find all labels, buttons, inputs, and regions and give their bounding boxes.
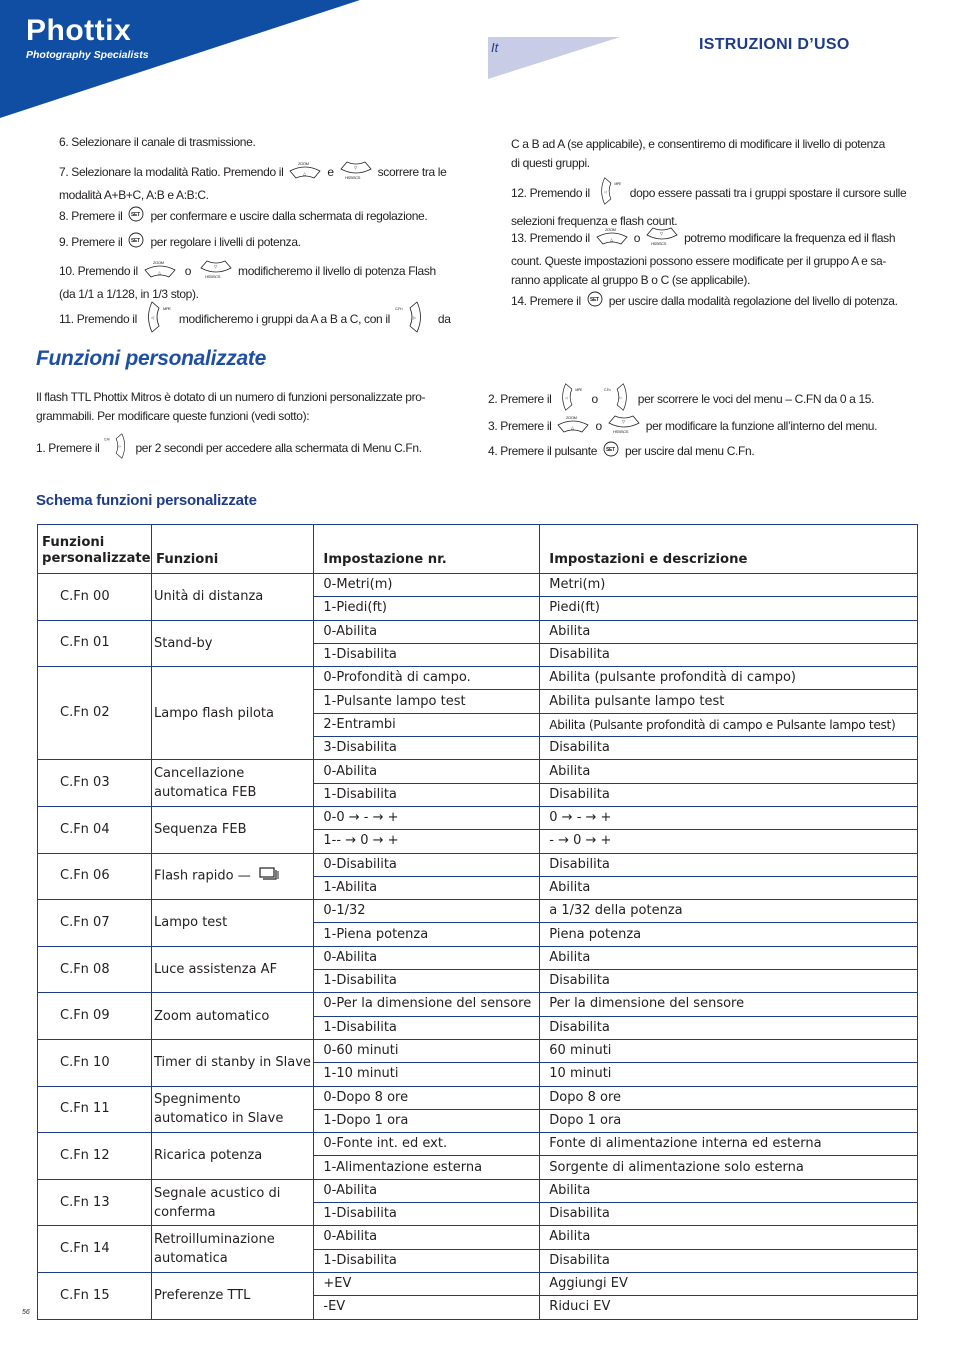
svg-text:ZOOM: ZOOM bbox=[604, 227, 616, 232]
page-number: 56 bbox=[22, 1309, 30, 1316]
setting-description-cell: 10 minuti bbox=[540, 1063, 918, 1086]
setting-description-cell: Per la dimensione del sensore bbox=[540, 993, 918, 1016]
svg-text:▽: ▽ bbox=[621, 419, 625, 424]
cfn-function-name: Retroilluminazione automatica bbox=[153, 1232, 275, 1267]
setting-description-cell: Piena potenza bbox=[540, 923, 918, 946]
cfn-function-name: Sequenza FEB bbox=[153, 822, 247, 838]
setting-description-cell: Riduci EV bbox=[540, 1296, 918, 1319]
svg-text:MPE: MPE bbox=[162, 306, 171, 311]
table-row bbox=[38, 946, 918, 969]
cfn-function-cell bbox=[151, 993, 313, 1040]
setting-number-cell: 0-Metri(m) bbox=[314, 574, 540, 597]
cfn-function-name: Zoom automatico bbox=[153, 1008, 270, 1024]
cfn-code-cell: C.Fn 01 bbox=[38, 620, 152, 667]
table-row bbox=[38, 1039, 918, 1062]
svg-text:SET: SET bbox=[131, 212, 141, 218]
setting-number-cell: 0-Per la dimensione del sensore bbox=[314, 993, 540, 1016]
zoom-button-icon bbox=[595, 227, 629, 251]
custom-step-4-text-b: per uscire dal menu C.Fn. bbox=[625, 444, 755, 459]
cfn-function-cell bbox=[151, 806, 313, 853]
step-7 bbox=[59, 160, 446, 205]
setting-description-cell: Abilita bbox=[540, 1226, 918, 1249]
cfn-code-cell: C.Fn 03 bbox=[38, 760, 152, 807]
cfn-code-cell: C.Fn 02 bbox=[38, 667, 152, 760]
custom-step-2 bbox=[488, 382, 874, 418]
cfn-button-icon bbox=[104, 431, 130, 467]
step-12-text-a: 12. Premendo il bbox=[511, 186, 590, 201]
svg-text:HSS/SCS: HSS/SCS bbox=[651, 241, 667, 246]
setting-number-cell: 1-Piedi(ft) bbox=[314, 597, 540, 620]
step-8 bbox=[59, 206, 427, 228]
svg-text:△: △ bbox=[303, 171, 307, 176]
setting-number-cell: 2-Entrambi bbox=[314, 713, 540, 736]
step-14-text-b: per uscire dalla modalità regolazione del livello di potenza. bbox=[608, 294, 898, 309]
cfn-code-cell: C.Fn 11 bbox=[38, 1086, 152, 1133]
setting-description-cell: Disabilita bbox=[540, 1249, 918, 1272]
table-row bbox=[38, 900, 918, 923]
setting-number-cell: 1-Disabilita bbox=[314, 970, 540, 993]
svg-text:SET: SET bbox=[131, 238, 141, 244]
setting-description-cell: Dopo 8 ore bbox=[540, 1086, 918, 1109]
table-row bbox=[38, 1086, 918, 1109]
col-header-setting-number: Impostazione nr. bbox=[314, 525, 540, 574]
set-button-icon bbox=[127, 206, 145, 228]
step-13-text-a: 13. Premendo il bbox=[511, 231, 590, 246]
step-11 bbox=[59, 300, 451, 340]
setting-number-cell: 1-10 minuti bbox=[314, 1063, 540, 1086]
set-button-icon bbox=[602, 441, 620, 463]
col-header-function: Funzioni bbox=[151, 525, 313, 574]
setting-description-cell: Disabilita bbox=[540, 853, 918, 876]
setting-description-cell: - → 0 → + bbox=[540, 830, 918, 853]
step-7-text-c: scorrere tra le bbox=[377, 165, 447, 180]
setting-description-cell: Dopo 1 ora bbox=[540, 1109, 918, 1132]
svg-text:▷: ▷ bbox=[119, 444, 122, 449]
mpe-button-icon bbox=[142, 300, 174, 340]
setting-number-cell: 1-Pulsante lampo test bbox=[314, 690, 540, 713]
cfn-button-icon bbox=[603, 382, 633, 418]
step-10-text-a: 10. Premendo il bbox=[59, 264, 138, 279]
step-12-text-c: selezioni frequenza e flash count. bbox=[511, 214, 678, 228]
table-body bbox=[38, 574, 918, 1320]
mpe-button-icon bbox=[595, 176, 625, 212]
cfn-function-name: Cancellazione automatica FEB bbox=[153, 766, 257, 801]
language-label: It bbox=[491, 40, 499, 55]
setting-number-cell: 1-Disabilita bbox=[314, 643, 540, 666]
custom-intro-line-2: grammabili. Per modificare queste funzioni (vedi sotto): bbox=[36, 409, 310, 423]
step-9-text-a: 9. Premere il bbox=[59, 235, 123, 250]
setting-number-cell: 1-Disabilita bbox=[314, 1249, 540, 1272]
step-11-text-a: 11. Premendo il bbox=[59, 312, 137, 327]
setting-description-cell: Abilita (pulsante profondità di campo) bbox=[540, 667, 918, 690]
custom-step-4-text-a: 4. Premere il pulsante bbox=[488, 444, 598, 459]
step-8-text-b: per confermare e uscire dalla schermata di regolazione. bbox=[150, 209, 428, 224]
svg-text:MPE: MPE bbox=[614, 181, 621, 186]
table-row bbox=[38, 1272, 918, 1295]
setting-description-cell: Abilita bbox=[540, 876, 918, 899]
cfn-code-cell: C.Fn 10 bbox=[38, 1039, 152, 1086]
cfn-code-cell: C.Fn 14 bbox=[38, 1226, 152, 1273]
step-12 bbox=[511, 176, 906, 231]
cfn-function-name: Luce assistenza AF bbox=[153, 962, 278, 978]
custom-step-2-text-a: 2. Premere il bbox=[488, 392, 552, 407]
cfn-function-cell bbox=[151, 900, 313, 947]
cfn-function-name: Flash rapido — bbox=[153, 868, 251, 884]
custom-step-3-text-c: per modificare la funzione all’interno del menu. bbox=[645, 419, 878, 434]
cfn-function-cell bbox=[151, 620, 313, 667]
custom-step-4 bbox=[488, 441, 754, 463]
step-12-text-b: dopo essere passati tra i gruppi spostare il cursore sulle bbox=[629, 186, 907, 201]
custom-step-1-text-b: per 2 secondi per accedere alla schermata di Menu C.Fn. bbox=[135, 441, 422, 456]
step-7-text-b: e bbox=[327, 165, 334, 180]
cfn-code-cell: C.Fn 06 bbox=[38, 853, 152, 900]
custom-step-3-text-b: o bbox=[595, 419, 602, 434]
cfn-function-cell bbox=[151, 574, 313, 621]
setting-description-cell: 60 minuti bbox=[540, 1039, 918, 1062]
setting-number-cell: -EV bbox=[314, 1296, 540, 1319]
custom-step-3 bbox=[488, 414, 877, 440]
setting-description-cell: 0 → - → + bbox=[540, 806, 918, 829]
custom-step-2-text-b: o bbox=[591, 392, 598, 407]
svg-text:HSS/SCS: HSS/SCS bbox=[205, 274, 221, 279]
cfn-code-cell: C.Fn 15 bbox=[38, 1272, 152, 1319]
svg-text:HSS/SCS: HSS/SCS bbox=[612, 429, 628, 434]
setting-number-cell: 1-Disabilita bbox=[314, 1203, 540, 1226]
setting-description-cell: Disabilita bbox=[540, 970, 918, 993]
setting-description-cell: Disabilita bbox=[540, 737, 918, 760]
cfn-function-cell bbox=[151, 853, 313, 900]
step-6 bbox=[59, 133, 255, 152]
hss-button-icon bbox=[339, 160, 373, 186]
svg-text:SET: SET bbox=[589, 297, 599, 303]
table-row bbox=[38, 620, 918, 643]
step-13 bbox=[511, 226, 895, 290]
setting-description-cell: Abilita (Pulsante profondità di campo e Pulsante lampo test) bbox=[540, 713, 918, 736]
table-header-row bbox=[38, 525, 918, 574]
step-7-text-a: 7. Selezionare la modalità Ratio. Premendo il bbox=[59, 165, 284, 180]
cfn-code-cell: C.Fn 09 bbox=[38, 993, 152, 1040]
setting-description-cell: Abilita bbox=[540, 1179, 918, 1202]
custom-intro-line-1: Il flash TTL Phottix Mitros è dotato di un numero di funzioni personalizzate pro- bbox=[36, 390, 426, 404]
custom-intro bbox=[36, 388, 425, 426]
cfn-function-cell bbox=[151, 1086, 313, 1133]
custom-step-1 bbox=[36, 431, 422, 467]
brand-logo: Phottix bbox=[26, 14, 132, 47]
setting-description-cell: Disabilita bbox=[540, 1016, 918, 1039]
cfn-code-cell: C.Fn 08 bbox=[38, 946, 152, 993]
cfn-code-cell: C.Fn 13 bbox=[38, 1179, 152, 1226]
table-row bbox=[38, 760, 918, 783]
hss-button-icon bbox=[607, 414, 641, 440]
svg-text:ZOOM: ZOOM bbox=[566, 415, 578, 420]
svg-text:◁: ◁ bbox=[565, 395, 568, 400]
setting-number-cell: 0-Abilita bbox=[314, 946, 540, 969]
svg-text:MPE: MPE bbox=[575, 387, 583, 392]
zoom-button-icon bbox=[288, 161, 322, 185]
svg-text:△: △ bbox=[609, 237, 613, 242]
step-11-continued bbox=[511, 135, 885, 173]
cfn-function-cell bbox=[151, 1226, 313, 1273]
zoom-button-icon bbox=[556, 415, 590, 439]
setting-number-cell: 0-Profondità di campo. bbox=[314, 667, 540, 690]
setting-number-cell: 1-- → 0 → + bbox=[314, 830, 540, 853]
mpe-button-icon bbox=[556, 382, 586, 418]
cfn-function-name: Preferenze TTL bbox=[153, 1288, 251, 1304]
step-14 bbox=[511, 291, 898, 313]
cfn-function-name: Lampo flash pilota bbox=[153, 705, 274, 721]
section-heading-custom-functions: Funzioni personalizzate bbox=[36, 347, 266, 370]
setting-description-cell: Fonte di alimentazione interna ed esterna bbox=[540, 1133, 918, 1156]
svg-text:HSS/SCS: HSS/SCS bbox=[344, 175, 360, 180]
svg-text:▽: ▽ bbox=[353, 165, 357, 170]
setting-number-cell: 1-Piena potenza bbox=[314, 923, 540, 946]
svg-text:C.Fn: C.Fn bbox=[104, 437, 111, 442]
cfn-function-cell bbox=[151, 1039, 313, 1086]
svg-text:△: △ bbox=[157, 270, 161, 275]
setting-description-cell: Abilita bbox=[540, 760, 918, 783]
cfn-function-name: Lampo test bbox=[153, 915, 228, 931]
zoom-button-icon bbox=[143, 260, 177, 284]
document-title: ISTRUZIONI D’USO bbox=[699, 36, 850, 53]
set-button-icon bbox=[127, 232, 145, 254]
setting-number-cell: 0-Disabilita bbox=[314, 853, 540, 876]
step-10-text-d: (da 1/1 a 1/128, in 1/3 stop). bbox=[59, 287, 199, 301]
cfn-function-name: Ricarica potenza bbox=[153, 1148, 263, 1164]
cfn-function-cell bbox=[151, 760, 313, 807]
setting-number-cell: 0-Abilita bbox=[314, 1226, 540, 1249]
setting-description-cell: Disabilita bbox=[540, 783, 918, 806]
set-button-icon bbox=[586, 291, 604, 313]
step-14-text-a: 14. Premere il bbox=[511, 294, 581, 309]
setting-number-cell: 0-Abilita bbox=[314, 1179, 540, 1202]
svg-text:C.Fn: C.Fn bbox=[394, 306, 403, 311]
step-13-text-c: potremo modificare la frequenza ed il flash bbox=[684, 231, 896, 246]
cfn-function-cell bbox=[151, 1272, 313, 1319]
svg-text:◁: ◁ bbox=[150, 315, 154, 320]
custom-step-1-text-a: 1. Premere il bbox=[36, 441, 100, 456]
setting-description-cell: Abilita bbox=[540, 946, 918, 969]
step-10-text-b: o bbox=[184, 264, 192, 279]
svg-text:△: △ bbox=[571, 425, 575, 430]
col-header-setting-description: Impostazioni e descrizione bbox=[540, 525, 918, 574]
setting-number-cell: 1-Dopo 1 ora bbox=[314, 1109, 540, 1132]
setting-description-cell: Aggiungi EV bbox=[540, 1272, 918, 1295]
setting-number-cell: 0-Fonte int. ed ext. bbox=[314, 1133, 540, 1156]
step-8-text-a: 8. Premere il bbox=[59, 209, 123, 224]
table-row bbox=[38, 1226, 918, 1249]
step-11-cont-line-1: C a B ad A (se applicabile), e consentiremo di modificare il livello di potenza bbox=[511, 137, 885, 151]
custom-step-2-text-c: per scorrere le voci del menu – C.FN da 0 a 15. bbox=[637, 392, 875, 407]
table-row bbox=[38, 667, 918, 690]
step-10 bbox=[59, 259, 436, 304]
cfn-function-name: Segnale acustico di conferma bbox=[153, 1185, 281, 1220]
cfn-code-cell: C.Fn 07 bbox=[38, 900, 152, 947]
setting-description-cell: Metri(m) bbox=[540, 574, 918, 597]
step-6-text: 6. Selezionare il canale di trasmissione. bbox=[59, 135, 256, 149]
cfn-function-name: Unità di distanza bbox=[153, 589, 264, 605]
setting-description-cell: Sorgente di alimentazione solo esterna bbox=[540, 1156, 918, 1179]
svg-text:SET: SET bbox=[606, 447, 615, 453]
custom-functions-table bbox=[37, 524, 918, 1320]
step-11-text-b: modificheremo i gruppi da A a B a C, con il bbox=[178, 312, 390, 327]
cfn-function-name: Stand-by bbox=[153, 635, 213, 651]
svg-text:▷: ▷ bbox=[619, 395, 622, 400]
svg-text:ZOOM: ZOOM bbox=[298, 161, 309, 166]
table-row bbox=[38, 1179, 918, 1202]
setting-number-cell: 1-Abilita bbox=[314, 876, 540, 899]
cfn-code-cell: C.Fn 04 bbox=[38, 806, 152, 853]
setting-description-cell: Disabilita bbox=[540, 1203, 918, 1226]
setting-number-cell: +EV bbox=[314, 1272, 540, 1295]
table-row bbox=[38, 806, 918, 829]
lang-tab-shape bbox=[488, 37, 620, 79]
svg-text:▽: ▽ bbox=[214, 264, 217, 269]
brand-tagline: Photography Specialists bbox=[26, 49, 149, 61]
table-row bbox=[38, 853, 918, 876]
cfn-function-cell bbox=[151, 946, 313, 993]
svg-text:▽: ▽ bbox=[660, 231, 663, 236]
svg-text:◁: ◁ bbox=[603, 189, 607, 194]
step-10-text-c: modificheremo il livello di potenza Flash bbox=[238, 264, 436, 279]
hss-button-icon bbox=[645, 226, 679, 252]
setting-description-cell: Abilita pulsante lampo test bbox=[540, 690, 918, 713]
setting-number-cell: 0-60 minuti bbox=[314, 1039, 540, 1062]
setting-description-cell: Abilita bbox=[540, 620, 918, 643]
setting-number-cell: 1-Alimentazione esterna bbox=[314, 1156, 540, 1179]
cfn-function-cell bbox=[151, 1179, 313, 1226]
hss-button-icon bbox=[199, 259, 233, 285]
cfn-code-cell: C.Fn 00 bbox=[38, 574, 152, 621]
setting-number-cell: 1-Disabilita bbox=[314, 1016, 540, 1039]
cfn-function-cell bbox=[151, 667, 313, 760]
step-13-text-b: o bbox=[633, 231, 641, 246]
cfn-function-cell bbox=[151, 1133, 313, 1180]
setting-number-cell: 0-0 → - → + bbox=[314, 806, 540, 829]
setting-number-cell: 0-Abilita bbox=[314, 620, 540, 643]
cfn-code-cell: C.Fn 12 bbox=[38, 1133, 152, 1180]
cfn-button-icon bbox=[395, 300, 427, 340]
step-11-text-c: da bbox=[437, 312, 451, 327]
step-11-cont-line-2: di questi gruppi. bbox=[511, 156, 590, 170]
rapid-flash-icon bbox=[259, 866, 279, 886]
table-row bbox=[38, 1133, 918, 1156]
table-row bbox=[38, 993, 918, 1016]
setting-number-cell: 1-Disabilita bbox=[314, 783, 540, 806]
cfn-function-name: Timer di stanby in Slave bbox=[153, 1055, 311, 1071]
setting-number-cell: 3-Disabilita bbox=[314, 737, 540, 760]
svg-text:ZOOM: ZOOM bbox=[152, 260, 164, 265]
svg-text:C.Fn: C.Fn bbox=[603, 387, 611, 392]
setting-number-cell: 0-Dopo 8 ore bbox=[314, 1086, 540, 1109]
table-heading: Schema funzioni personalizzate bbox=[36, 492, 257, 509]
custom-step-3-text-a: 3. Premere il bbox=[488, 419, 552, 434]
step-9-text-b: per regolare i livelli di potenza. bbox=[150, 235, 301, 250]
table-row bbox=[38, 574, 918, 597]
cfn-function-name: Spegnimento automatico in Slave bbox=[153, 1092, 284, 1127]
setting-description-cell: Piedi(ft) bbox=[540, 597, 918, 620]
setting-description-cell: Disabilita bbox=[540, 643, 918, 666]
setting-number-cell: 0-Abilita bbox=[314, 760, 540, 783]
step-13-text-e: ranno applicate al gruppo B o C (se applicabile). bbox=[511, 273, 751, 287]
step-9 bbox=[59, 232, 301, 254]
step-7-text-d: modalità A+B+C, A:B e A:B:C. bbox=[59, 188, 209, 202]
setting-number-cell: 0-1/32 bbox=[314, 900, 540, 923]
setting-description-cell: a 1/32 della potenza bbox=[540, 900, 918, 923]
svg-text:▷: ▷ bbox=[412, 315, 416, 320]
col-header-custom-function: Funzioni personalizzate bbox=[38, 525, 152, 574]
step-13-text-d: count. Queste impostazioni possono essere modificate per il gruppo A e sa- bbox=[511, 254, 886, 268]
